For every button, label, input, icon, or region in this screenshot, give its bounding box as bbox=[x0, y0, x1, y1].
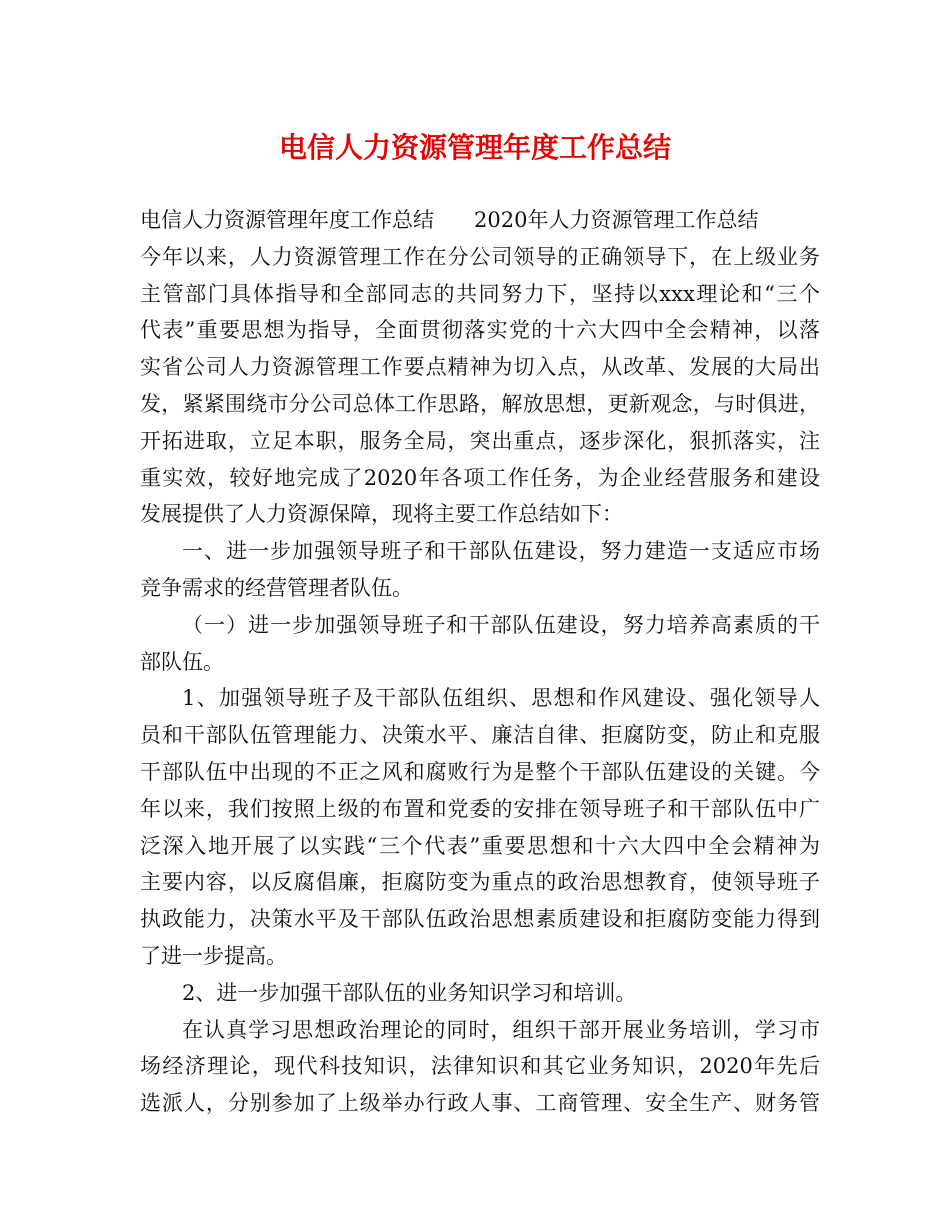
body-line: 发，紧紧围绕市分公司总体工作思路，解放思想，更新观念，与时俱进， bbox=[140, 391, 820, 416]
body-line: 员和干部队伍管理能力、决策水平、廉洁自律、拒腐防变，防止和克服 bbox=[140, 723, 820, 748]
body-line: 1、加强领导班子及干部队伍组织、思想和作风建设、强化领导人 bbox=[182, 686, 820, 711]
document-title: 电信人力资源管理年度工作总结 bbox=[278, 131, 671, 164]
body-line: 重实效，较好地完成了2020年各项工作任务，为企业经营服务和建设 bbox=[140, 465, 820, 490]
body-line: 场经济理论，现代科技知识，法律知识和其它业务知识，2020年先后 bbox=[140, 1054, 820, 1079]
document-body bbox=[140, 202, 820, 1122]
body-line: 泛深入地开展了以实践“三个代表”重要思想和十六大四中全会精神为 bbox=[140, 833, 820, 858]
body-line: 2、进一步加强干部队伍的业务知识学习和培训。 bbox=[182, 980, 637, 1005]
body-line: 部队伍。 bbox=[140, 649, 224, 674]
body-line: 在认真学习思想政治理论的同时，组织干部开展业务培训，学习市 bbox=[182, 1017, 820, 1042]
body-line: 竞争需求的经营管理者队伍。 bbox=[140, 575, 413, 600]
body-line: 了进一步提高。 bbox=[140, 943, 287, 968]
body-line: （一）进一步加强领导班子和干部队伍建设，努力培养高素质的干 bbox=[182, 612, 820, 637]
body-line bbox=[140, 202, 820, 239]
body-line-text: 电信人力资源管理年度工作总结 bbox=[140, 208, 434, 232]
body-line: 一、进一步加强领导班子和干部队伍建设，努力建造一支适应市场 bbox=[182, 539, 820, 564]
body-line: 代表”重要思想为指导，全面贯彻落实党的十六大四中全会精神，以落 bbox=[140, 318, 820, 343]
body-line: 发展提供了人力资源保障，现将主要工作总结如下： bbox=[140, 502, 623, 527]
body-line: 今年以来，人力资源管理工作在分公司领导的正确领导下，在上级业务 bbox=[140, 244, 820, 269]
body-line-text: 2020年人力资源管理工作总结 bbox=[474, 208, 759, 232]
body-line: 年以来，我们按照上级的布置和党委的安排在领导班子和干部队伍中广 bbox=[140, 796, 820, 821]
body-line: 开拓进取，立足本职，服务全局，突出重点，逐步深化，狠抓落实，注 bbox=[140, 428, 820, 453]
body-line: 实省公司人力资源管理工作要点精神为切入点，从改革、发展的大局出 bbox=[140, 355, 820, 380]
body-line: 选派人，分别参加了上级举办行政人事、工商管理、安全生产、财务管 bbox=[140, 1091, 820, 1116]
body-line: 干部队伍中出现的不正之风和腐败行为是整个干部队伍建设的关键。今 bbox=[140, 759, 820, 784]
body-line: 主管部门具体指导和全部同志的共同努力下，坚持以xxx理论和“三个 bbox=[140, 281, 820, 306]
body-line: 主要内容，以反腐倡廉，拒腐防变为重点的政治思想教育，使领导班子 bbox=[140, 870, 820, 895]
body-line: 执政能力，决策水平及干部队伍政治思想素质建设和拒腐防变能力得到 bbox=[140, 907, 820, 932]
